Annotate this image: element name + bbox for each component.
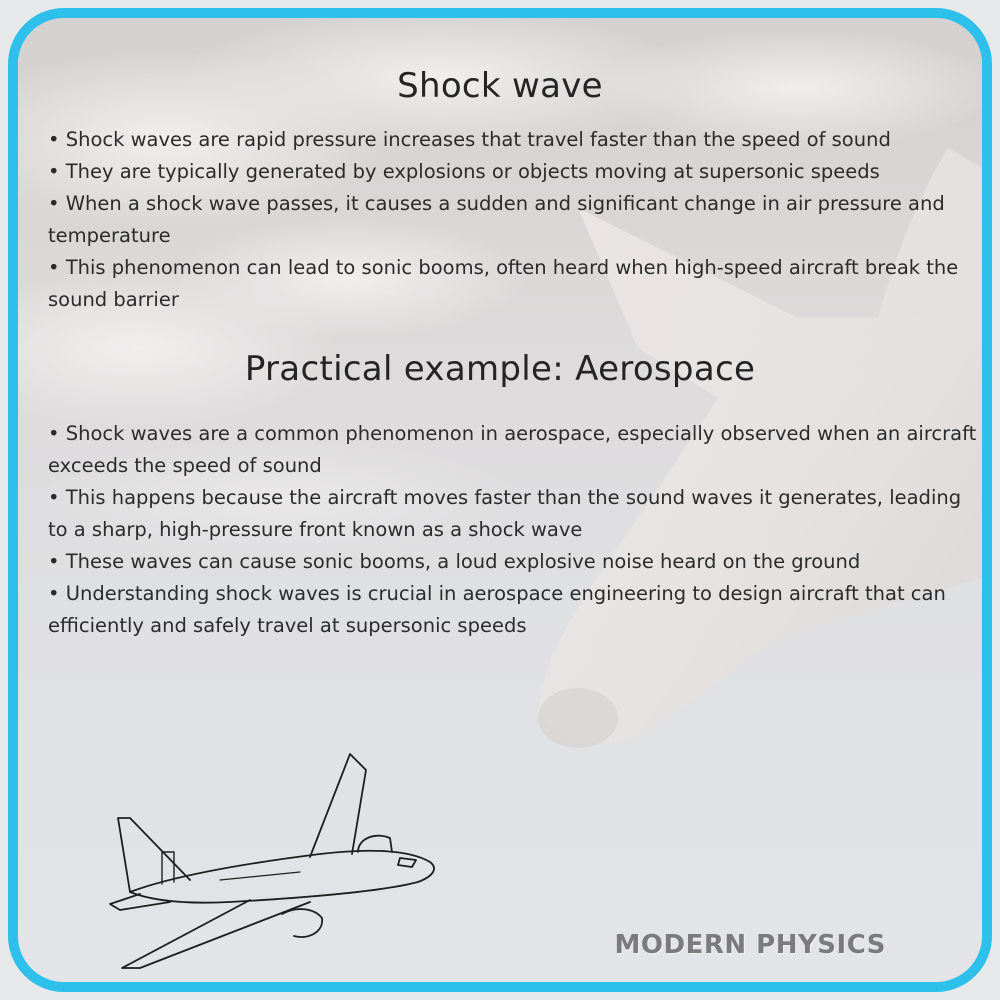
- bullet-item: • Shock waves are a common phenomenon in aerospace, especially observed when an aircraft exceeds the speed of sound: [48, 418, 978, 482]
- bullet-item: • When a shock wave passes, it causes a sudden and significant change in air pressure and temperature: [48, 188, 978, 252]
- bullet-list-practical-example: [48, 418, 978, 642]
- bullet-item: • Understanding shock waves is crucial in aerospace engineering to design aircraft that can efficiently and safely travel at supersonic speeds: [48, 578, 978, 642]
- bullet-item: • This phenomenon can lead to sonic booms, often heard when high-speed aircraft break the sound barrier: [48, 252, 978, 316]
- section-title-shock-wave: Shock wave: [397, 66, 603, 106]
- airplane-line-drawing-icon: [100, 742, 440, 972]
- bullet-item: • They are typically generated by explosions or objects moving at supersonic speeds: [48, 156, 978, 188]
- bullet-list-shock-wave: [48, 124, 978, 316]
- infographic-card: [8, 8, 992, 992]
- bullet-item: • Shock waves are rapid pressure increases that travel faster than the speed of sound: [48, 124, 978, 156]
- brand-logo: MODERN PHYSICS: [614, 930, 886, 960]
- section-title-practical-example: Practical example: Aerospace: [244, 349, 756, 389]
- bullet-item: • These waves can cause sonic booms, a loud explosive noise heard on the ground: [48, 546, 978, 578]
- bullet-item: • This happens because the aircraft moves faster than the sound waves it generates, leading to a sharp, high-pressure front known as a shock wave: [48, 482, 978, 546]
